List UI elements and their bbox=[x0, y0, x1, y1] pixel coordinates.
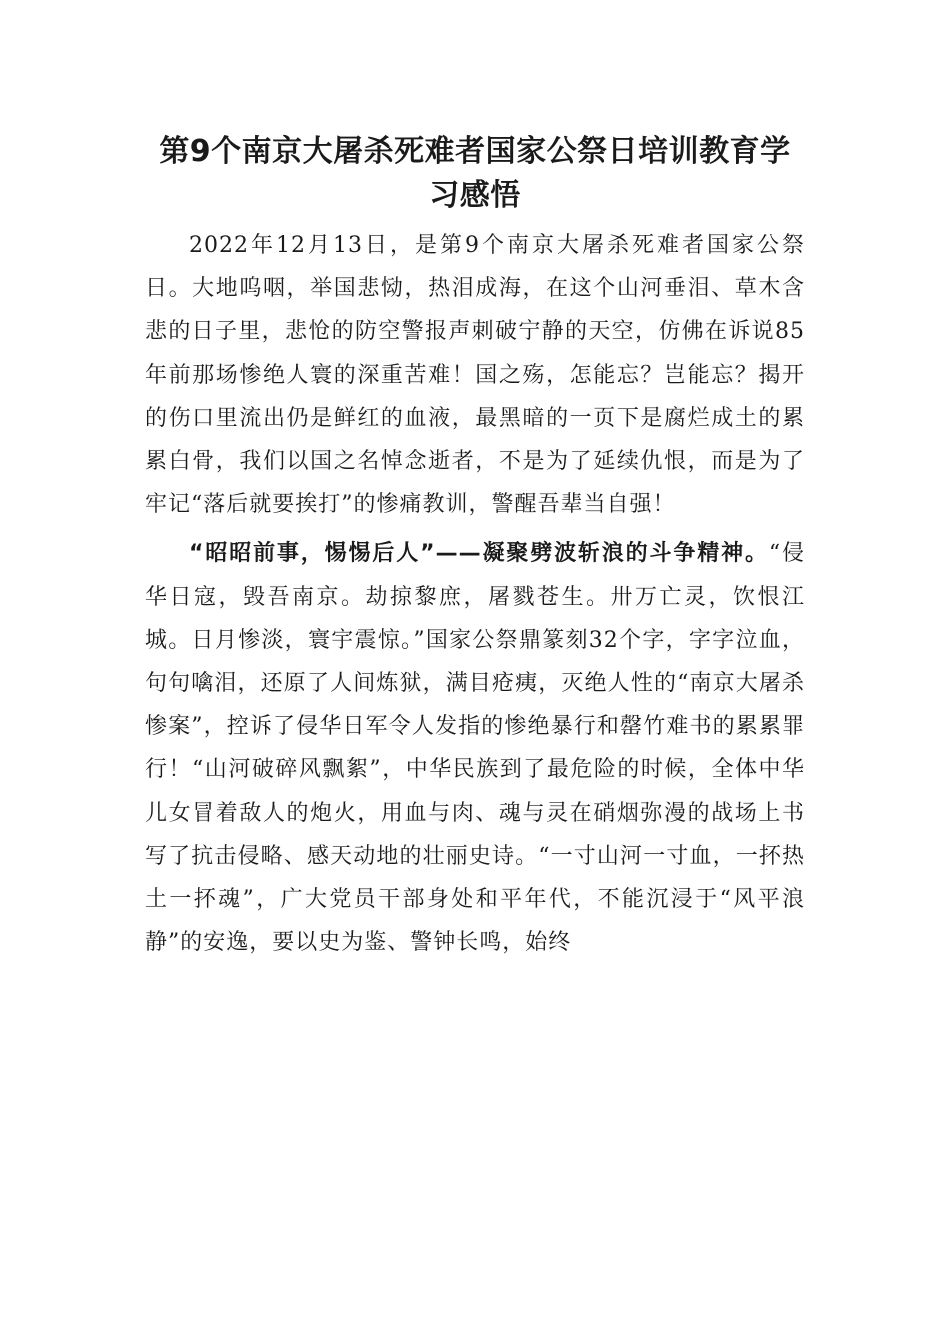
paragraph-intro bbox=[145, 224, 805, 526]
paragraph-lead: “昭昭前事，惕惕后人”——凝聚劈波斩浪的斗争精神。 bbox=[189, 541, 769, 567]
document-title: 第9个南京大屠杀死难者国家公祭日培训教育学习感悟 bbox=[159, 134, 791, 213]
paragraph-text: “侵华日寇，毁吾南京。劫掠黎庶，屠戮苍生。卅万亡灵，饮恨江城。日月惨淡，寰宇震惊。”国家公祭鼎篆刻32个字，字字泣血，句句噙泪，还原了人间炼狱，满目疮痍，灭绝人性的“南京大屠杀惨案”，控诉了侵华日军令人发指的惨绝暴行和罄竹难书的累累罪行！“山河破碎风飘絮”，中华民族到了最危险的时候，全体中华儿女冒着敌人的炮火，用血与肉、魂与灵在硝烟弥漫的战场上书写了抗击侵略、感天动地的壮丽史诗。“一寸山河一寸血，一抔热土一抔魂”，广大党员干部身处和平年代，不能沉浸于“风平浪静”的安逸，要以史为鉴、警钟长鸣，始终 bbox=[145, 541, 806, 956]
paragraph-text: 2022年12月13日，是第9个南京大屠杀死难者国家公祭日。大地呜咽，举国悲恸，热泪成海，在这个山河垂泪、草木含悲的日子里，悲怆的防空警报声刺破宁静的天空，仿佛在诉说85年前那场惨绝人寰的深重苦难！国之殇，怎能忘？岂能忘？揭开的伤口里流出仍是鲜红的血液，最黑暗的一页下是腐烂成土的累累白骨，我们以国之名悼念逝者，不是为了延续仇恨，而是为了牢记“落后就要挨打”的惨痛教训，警醒吾辈当自强！ bbox=[145, 233, 805, 518]
document-page bbox=[145, 130, 805, 964]
paragraph-section-1 bbox=[145, 532, 805, 964]
